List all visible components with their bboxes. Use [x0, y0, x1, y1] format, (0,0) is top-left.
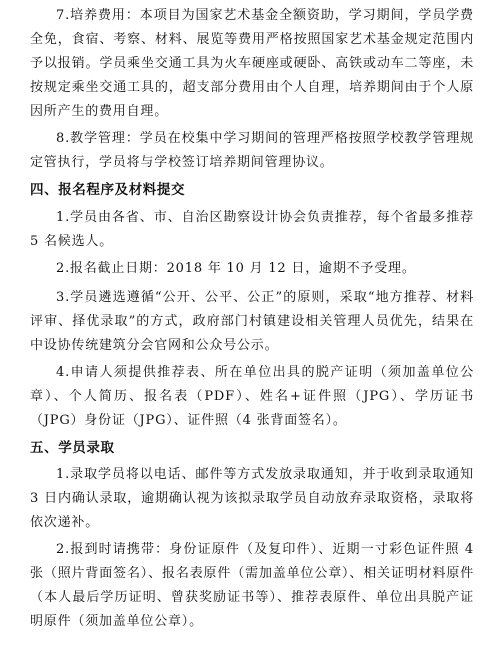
- paragraph-deadline: 2.报名截止日期：2018 年 10 月 12 日，逾期不予受理。: [56, 261, 416, 276]
- paragraph-registration-items: 2.报到时请携带：身份证原件（及复印件）、近期一寸彩色证件照 4 张（照片背面签名）、报名表原件（需加盖单位公章）、相关证明材料原件（本人最后学历证明、曾获奖励证书等）、推荐表原件、单位出具脱产证明原件（须加盖单位公章）。: [30, 542, 474, 629]
- paragraph-selection-principle: 3.学员遴选遵循“公开、公平、公正”的原则，采取“地方推荐、材料评审、择优录取”的方式，政府部门村镇建设相关管理人员优先，结果在中设协传统建筑分会官网和公众号公示。: [30, 290, 474, 353]
- paragraph-required-materials: 4.申请人须提供推荐表、所在单位出具的脱产证明（须加盖单位公章）、个人简历、报名表（PDF）、姓名+证件照（JPG）、学历证书（JPG）身份证（JPG）、证件照（4 张背面签名）。: [30, 365, 474, 428]
- section-heading-registration: 四、报名程序及材料提交: [30, 182, 186, 198]
- paragraph-admission-notice: 1.录取学员将以电话、邮件等方式发放录取通知，并于收到录取通知 3 日内确认录取，逾期确认视为该拟录取学员自动放弃录取资格，录取将依次递补。: [30, 467, 474, 530]
- paragraph-teaching-management: 8.教学管理：学员在校集中学习期间的管理严格按照学校教学管理规定管执行，学员将与学校签订培养期间管理协议。: [30, 131, 474, 170]
- section-heading-admission: 五、学员录取: [30, 440, 115, 456]
- paragraph-recommendation: 1.学员由各省、市、自治区勘察设计协会负责推荐，每个省最多推荐 5 名候选人。: [30, 210, 474, 249]
- paragraph-training-fees: 7.培养费用：本项目为国家艺术基金全额资助，学习期间，学员学费全免，食宿、考察、材料、展览等费用严格按照国家艺术基金规定范围内予以报销。学员乘坐交通工具为火车硬座或硬卧、高铁或动车二等座，未按规定乘坐交通工具的，超支部分费用由个人自理，培养期间由于个人原因所产生的费用自理。: [30, 8, 474, 119]
